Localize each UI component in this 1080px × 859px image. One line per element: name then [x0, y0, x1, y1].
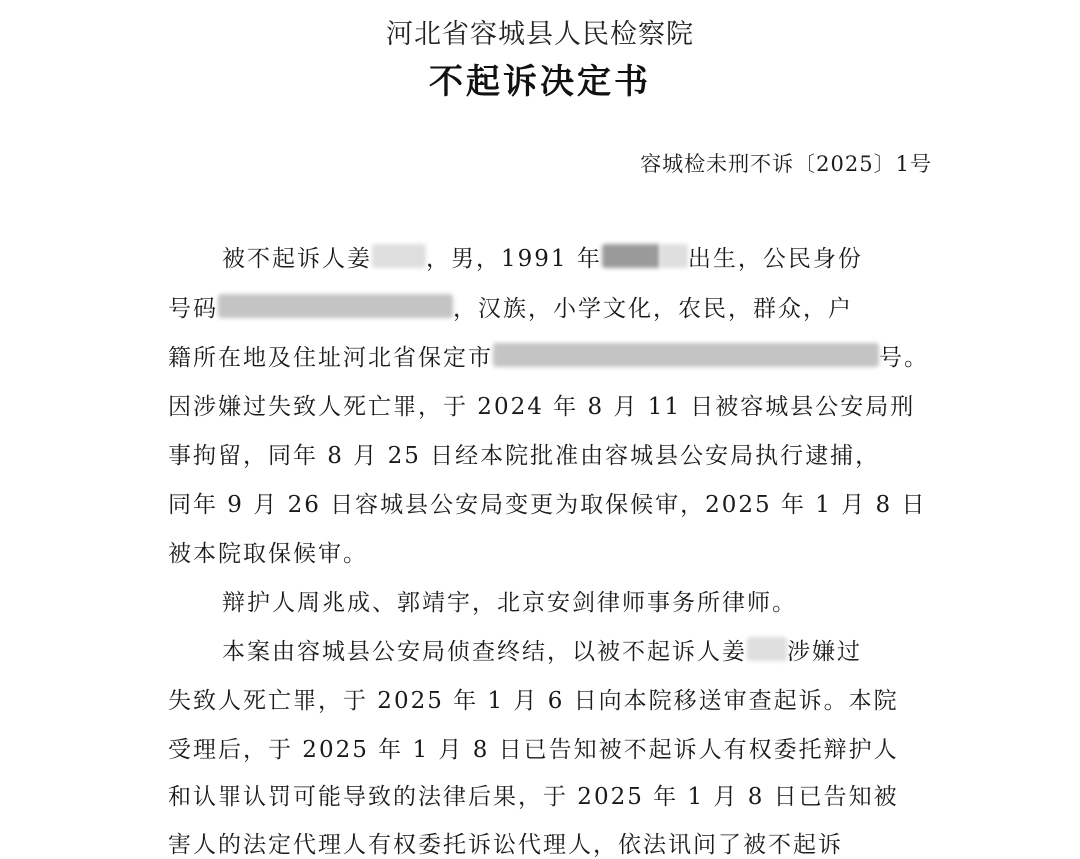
redaction-block — [493, 343, 879, 367]
document-number: 容城检未刑不诉〔2025〕1号 — [640, 152, 932, 176]
body-text: 号码 — [168, 296, 218, 322]
body-line — [168, 290, 853, 323]
body-line: 失致人死亡罪，于 2025 年 1 月 6 日向本院移送审查起诉。本院 — [168, 688, 899, 714]
redaction-block — [218, 294, 453, 318]
redaction-block — [747, 637, 787, 661]
body-line — [222, 633, 862, 666]
issuing-organization: 河北省容城县人民检察院 — [386, 19, 694, 50]
body-line: 同年 9 月 26 日容城县公安局变更为取保候审，2025 年 1 月 8 日 — [168, 492, 927, 518]
body-line: 事拘留，同年 8 月 25 日经本院批准由容城县公安局执行逮捕， — [168, 443, 881, 469]
body-line: 被本院取保候审。 — [168, 541, 368, 567]
body-text: 本案由容城县公安局侦查终结，以被不起诉人姜 — [222, 639, 747, 665]
body-text: 被不起诉人姜 — [222, 246, 372, 272]
body-text: 籍所在地及住址河北省保定市 — [168, 345, 493, 371]
body-line: 害人的法定代理人有权委托诉讼代理人，依法讯问了被不起诉 — [168, 832, 843, 858]
body-text: 出生，公民身份 — [687, 246, 863, 272]
body-text: 涉嫌过 — [787, 639, 862, 665]
body-line: 受理后，于 2025 年 1 月 8 日已告知被不起诉人有权委托辩护人 — [168, 737, 899, 763]
body-line: 辩护人周兆成、郭靖宇，北京安剑律师事务所律师。 — [222, 590, 797, 616]
redaction-block — [372, 244, 426, 268]
body-text: ，男，1991 年 — [426, 246, 602, 272]
redaction-block — [602, 244, 660, 268]
body-text: 号。 — [879, 345, 929, 371]
body-line: 因涉嫌过失致人死亡罪，于 2024 年 8 月 11 日被容城县公安局刑 — [168, 394, 916, 420]
document-title: 不起诉决定书 — [429, 62, 651, 102]
body-line: 和认罪认罚可能导致的法律后果，于 2025 年 1 月 8 日已告知被 — [168, 784, 899, 810]
body-line — [222, 240, 863, 273]
body-line — [168, 339, 929, 372]
redaction-block — [660, 244, 688, 268]
body-text: ，汉族，小学文化，农民，群众，户 — [453, 296, 853, 322]
